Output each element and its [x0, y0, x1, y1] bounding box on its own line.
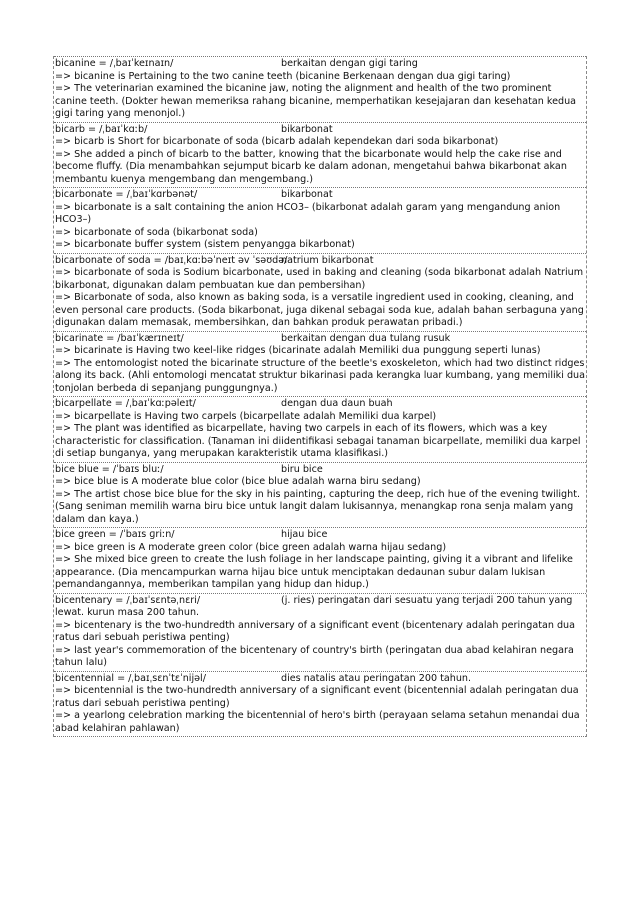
entry-definition-line: => bicarpellate is Having two carpels (bicarpellate adalah Memiliki dua karpel) [55, 410, 437, 422]
entry-definition-line: => The entomologist noted the bicarinate structure of the beetle's exoskeleton, which had two distinct ridges along its back. (Ahli entomologi mencatat struktur bikarinasi pada kerangka luar kumbang, yang memiliki dua tonjolan berbeda di sepanjang punggungnya.) [55, 357, 585, 394]
entry-definition-line: => bicanine is Pertaining to the two canine teeth (bicanine Berkenaan dengan dua gigi taring) [55, 70, 511, 82]
entry-term: bicarbonate of soda = /baɪˌkɑːbəˈneɪt əv ˈsəʊdə/ [55, 254, 288, 266]
dictionary-entry [54, 187, 586, 253]
entry-term: bicanine = /ˌbaɪˈkeɪnaɪn/ [55, 58, 174, 69]
entry-translation: bikarbonat [281, 189, 333, 200]
entry-term: bice blue = /ˈbaɪs bluː/ [55, 463, 164, 475]
entry-headword-row [55, 398, 585, 411]
entry-headword-row [55, 189, 585, 202]
entry-definition-line: => bice green is A moderate green color (bice green adalah warna hijau sedang) [55, 541, 447, 553]
entry-definition-line: => The artist chose bice blue for the sky in his painting, capturing the deep, rich hue of the evening twilight. (Sang seniman memilih warna biru bice untuk langit dalam lukisannya, menangkap rona senja malam yang dalam dan kaya.) [55, 488, 581, 525]
entry-headword-row [55, 124, 585, 137]
entry-definition-line: => bicarbonate of soda (bikarbonat soda) [55, 226, 258, 238]
dictionary-entry [54, 122, 586, 188]
entry-definition-line: => bicentenary is the two-hundredth anniversary of a significant event (bicentenary adalah peringatan dua ratus dari sebuah peristiwa penting) [55, 619, 576, 643]
entry-headword-row [55, 595, 585, 620]
entry-term: bicentenary = /ˌbaɪˈsɛntəˌnɛri/ [55, 594, 201, 606]
entry-definition-line: => The veterinarian examined the bicanine jaw, noting the alignment and health of the two prominent canine teeth. (Dokter hewan memeriksa rahang bicanine, memperhatikan kesejajaran dan kesehatan kedua gigi taring yang menonjol.) [55, 83, 577, 119]
dictionary-entry [54, 253, 586, 331]
dictionary-entry [54, 56, 586, 122]
entry-headword-row [55, 333, 585, 346]
entry-translation: bikarbonat [281, 123, 333, 135]
entry-translation: dengan dua daun buah [281, 398, 393, 409]
entry-definition-line: => She mixed bice green to create the lush foliage in her landscape painting, giving it a vibrant and lifelike appearance. (Dia mencampurkan warna hijau bice untuk menciptakan dedaunan subur dalam lukisan pemandangannya, memberikan tampilan yang hidup dan hidup.) [55, 554, 573, 590]
entry-translation: dies natalis atau peringatan 200 tahun. [281, 672, 472, 684]
dictionary-entry [54, 671, 586, 738]
dictionary-entry [54, 527, 586, 593]
dictionary-sheet [53, 56, 587, 737]
entry-translation: (j. ries) peringatan dari sesuatu yang terjadi 200 tahun yang lewat. kurun masa 200 tahun. [55, 594, 573, 618]
entry-headword-row [55, 673, 585, 686]
entry-definition-line: => last year's commemoration of the bicentenary of country's birth (peringatan dua abad kelahiran negara tahun lalu) [55, 644, 574, 668]
entry-headword-row [55, 58, 585, 71]
entry-definition-line: => bicarbonate is a salt containing the anion HCO3– (bikarbonat adalah garam yang mengandung anion HCO3–) [55, 201, 561, 225]
entry-term: bicarinate = /baɪˈkærɪneɪt/ [55, 332, 184, 344]
entry-term: bicarpellate = /ˌbaɪˈkɑːpəleɪt/ [55, 398, 196, 409]
entry-translation: biru bice [281, 463, 323, 475]
entry-definition-line: => The plant was identified as bicarpellate, having two carpels in each of its flowers, which was a key characteristic for classification. (Tanaman ini diidentifikasi sebagai tanaman bicarpellate, memiliki dua karpel di setiap bunganya, yang merupakan karakteristik utama klasifikasi.) [55, 423, 581, 459]
entry-definition-line: => She added a pinch of bicarb to the batter, knowing that the bicarbonate would help the cake rise and become fluffy. (Dia menambahkan sejumput bicarb ke dalam adonan, mengetahui bahwa bikarbonat akan membantu kuenya mengembang dan mengembang.) [55, 148, 567, 185]
entry-headword-row [55, 464, 585, 477]
dictionary-entry [54, 396, 586, 462]
entry-definition-line: => bicarbonate of soda is Sodium bicarbonate, used in baking and cleaning (soda bikarbonat adalah Natrium bikarbonat, digunakan dalam pembuatan kue dan pembersihan) [55, 267, 584, 291]
dictionary-entry [54, 331, 586, 397]
entry-definition-line: => bicarinate is Having two keel-like ridges (bicarinate adalah Memiliki dua punggung seperti lunas) [55, 345, 541, 356]
entry-definition-line: => bicentennial is the two-hundredth anniversary of a significant event (bicentennial adalah peringatan dua ratus dari sebuah peristiwa penting) [55, 685, 579, 709]
entry-translation: natrium bikarbonat [281, 254, 374, 266]
entry-definition-line: => bicarb is Short for bicarbonate of soda (bicarb adalah kependekan dari soda bikarbonat) [55, 136, 499, 147]
entry-translation: hijau bice [281, 529, 328, 540]
entry-translation: berkaitan dengan dua tulang rusuk [281, 332, 451, 344]
entry-term: bicarbonate = /ˌbaɪˈkɑrbənət/ [55, 189, 198, 200]
dictionary-entry [54, 462, 586, 528]
entry-headword-row [55, 529, 585, 542]
entry-definition-line: => bice blue is A moderate blue color (bice blue adalah warna biru sedang) [55, 476, 421, 487]
entry-definition-line: => a yearlong celebration marking the bicentennial of hero's birth (perayaan selama setahun menandai dua abad kelahiran pahlawan) [55, 710, 580, 734]
entry-translation: berkaitan dengan gigi taring [281, 58, 418, 69]
entry-definition-line: => bicarbonate buffer system (sistem penyangga bikarbonat) [55, 239, 355, 250]
entry-term: bicentennial = /ˌbaɪˌsɛnˈtɛˈnijəl/ [55, 672, 206, 684]
entry-definition-line: => Bicarbonate of soda, also known as baking soda, is a versatile ingredient used in cooking, cleaning, and even personal care products. (Soda bikarbonat, juga dikenal sebagai soda kue, adalah bahan serbaguna yang digunakan dalam memasak, membersihkan, dan bahkan produk perawatan pribadi.) [55, 292, 584, 328]
entry-headword-row [55, 255, 585, 268]
entry-term: bice green = /ˈbaɪs ɡriːn/ [55, 529, 175, 540]
entry-term: bicarb = /ˌbaɪˈkɑːb/ [55, 123, 148, 135]
dictionary-entry [54, 593, 586, 671]
